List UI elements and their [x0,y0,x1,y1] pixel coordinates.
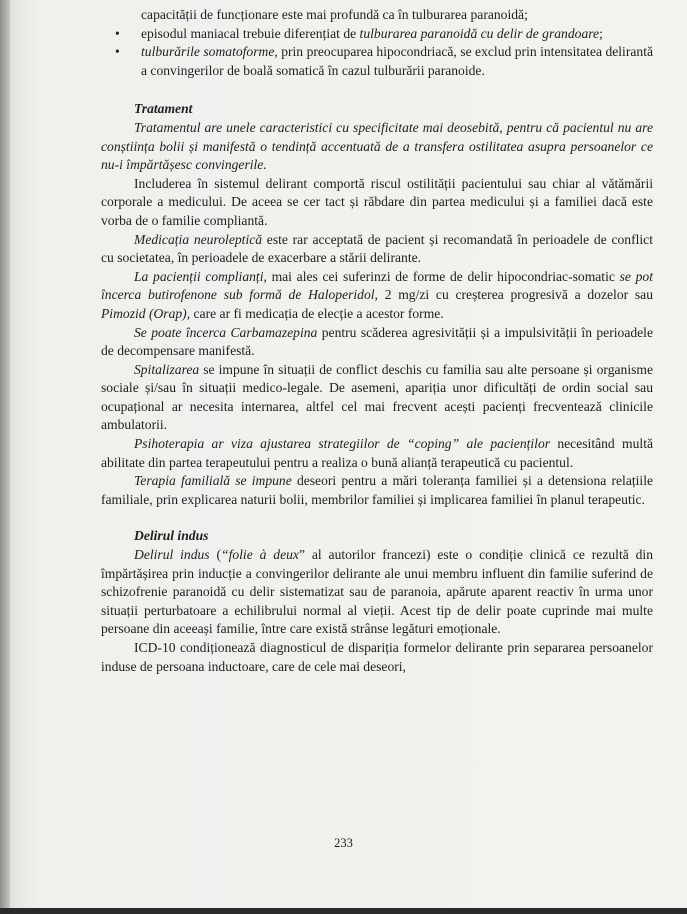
page-body [101,6,653,676]
list-item: • episodul maniacal trebuie diferențiat de tulburarea paranoidă cu delir de grandoare; [101,25,653,44]
paragraph: Includerea în sistemul delirant comportă riscul ostilității pacientului sau chiar al vătămării corporale a medicului. De aceea se cer tact și răbdare din partea medicului și a familiei dacă este vorba de o familie compliantă. [101,175,653,228]
paragraph: ICD-10 condiționează diagnosticul de dispariția formelor delirante prin separarea persoanelor induse de persoana inductoare, care de cele mai deseori, [101,640,653,674]
paragraph: Psihoterapia ar viza ajustarea strategiilor de “coping” ale pacienților necesitând multă abilitate din partea terapeutului pentru a realiza o bună alianță terapeutică cu pacientul. [101,436,654,470]
paragraph: Delirul indus (“folie à deux” al autorilor francezi) este o condiție clinică ce rezultă din împărtășirea prin inducție a convingerilor delirante ale unui membru influent din familie suferind de schizofrenie paranoidă cu delir sistematizat sau de paranoia, apărute aparent reactiv în urma unor situații perturbatoare a echilibrului normal al vieții. Acest tip de delir poate cuprinde mai multe persoane din aceeași familie, între care există strânse legături emoționale. [101,547,653,637]
bullet-icon: • [115,44,120,60]
section-heading-delirul-indus: Delirul indus [134,528,209,544]
scan-edge [0,908,687,914]
book-spine-shadow [0,0,10,914]
bullet-continuation: capacității de funcționare este mai profundă ca în tulburarea paranoidă; [141,7,528,22]
paragraph-intro: Tratamentul are unele caracteristici cu specificitate mai deosebită, pentru că pacientul nu are conștiința bolii și manifestă o tendință accentuată de a transfera ostilitatea asupra persoanelor ce nu-i împărtășesc convingerile. [101,119,653,173]
section-heading-tratament: Tratament [134,101,193,117]
paragraph: La pacienții complianți, mai ales cei suferinzi de forme de delir hipocondriac-somatic se pot încerca butirofenone sub formă de Haloperidol, 2 mg/zi cu creșterea progresivă a dozelor sau Pimozid (Orap), care ar fi medicația de elecție a acestor forme. [101,268,654,321]
page-number: 233 [334,836,353,850]
bullet-icon: • [115,25,120,41]
paragraph: Terapia familială se impune deseori pentru a mări toleranța familiei și a detensiona relațiile familiale, prin explicarea naturii bolii, membrilor familiei și implicarea familiei în planul terapeutic. [101,473,653,507]
paragraph: Se poate încerca Carbamazepina pentru scăderea agresivității și a impulsivității în perioadele de decompensare manifestă. [101,324,653,359]
paragraph: Medicația neuroleptică este rar acceptată de pacient și recomandată în perioadele de conflict cu societatea, în perioadele de exacerbare a stării delirante. [101,231,653,266]
paragraph: Spitalizarea se impune în situații de conflict deschis cu familia sau alte persoane și organisme sociale și/sau în situații medico-legale. De asemeni, apariția unor dificultăți de ordin social sau ocupațional ar necesita internarea, altfel cel mai frecvent acești pacienți frecventează clinicile ambulatorii. [101,361,653,433]
differential-list [101,25,653,81]
list-item: • tulburările somatoforme, prin preocuparea hipocondriacă, se exclud prin intensitatea delirantă a convingerilor de boală somatică în cazul tulburării paranoide. [115,44,653,78]
